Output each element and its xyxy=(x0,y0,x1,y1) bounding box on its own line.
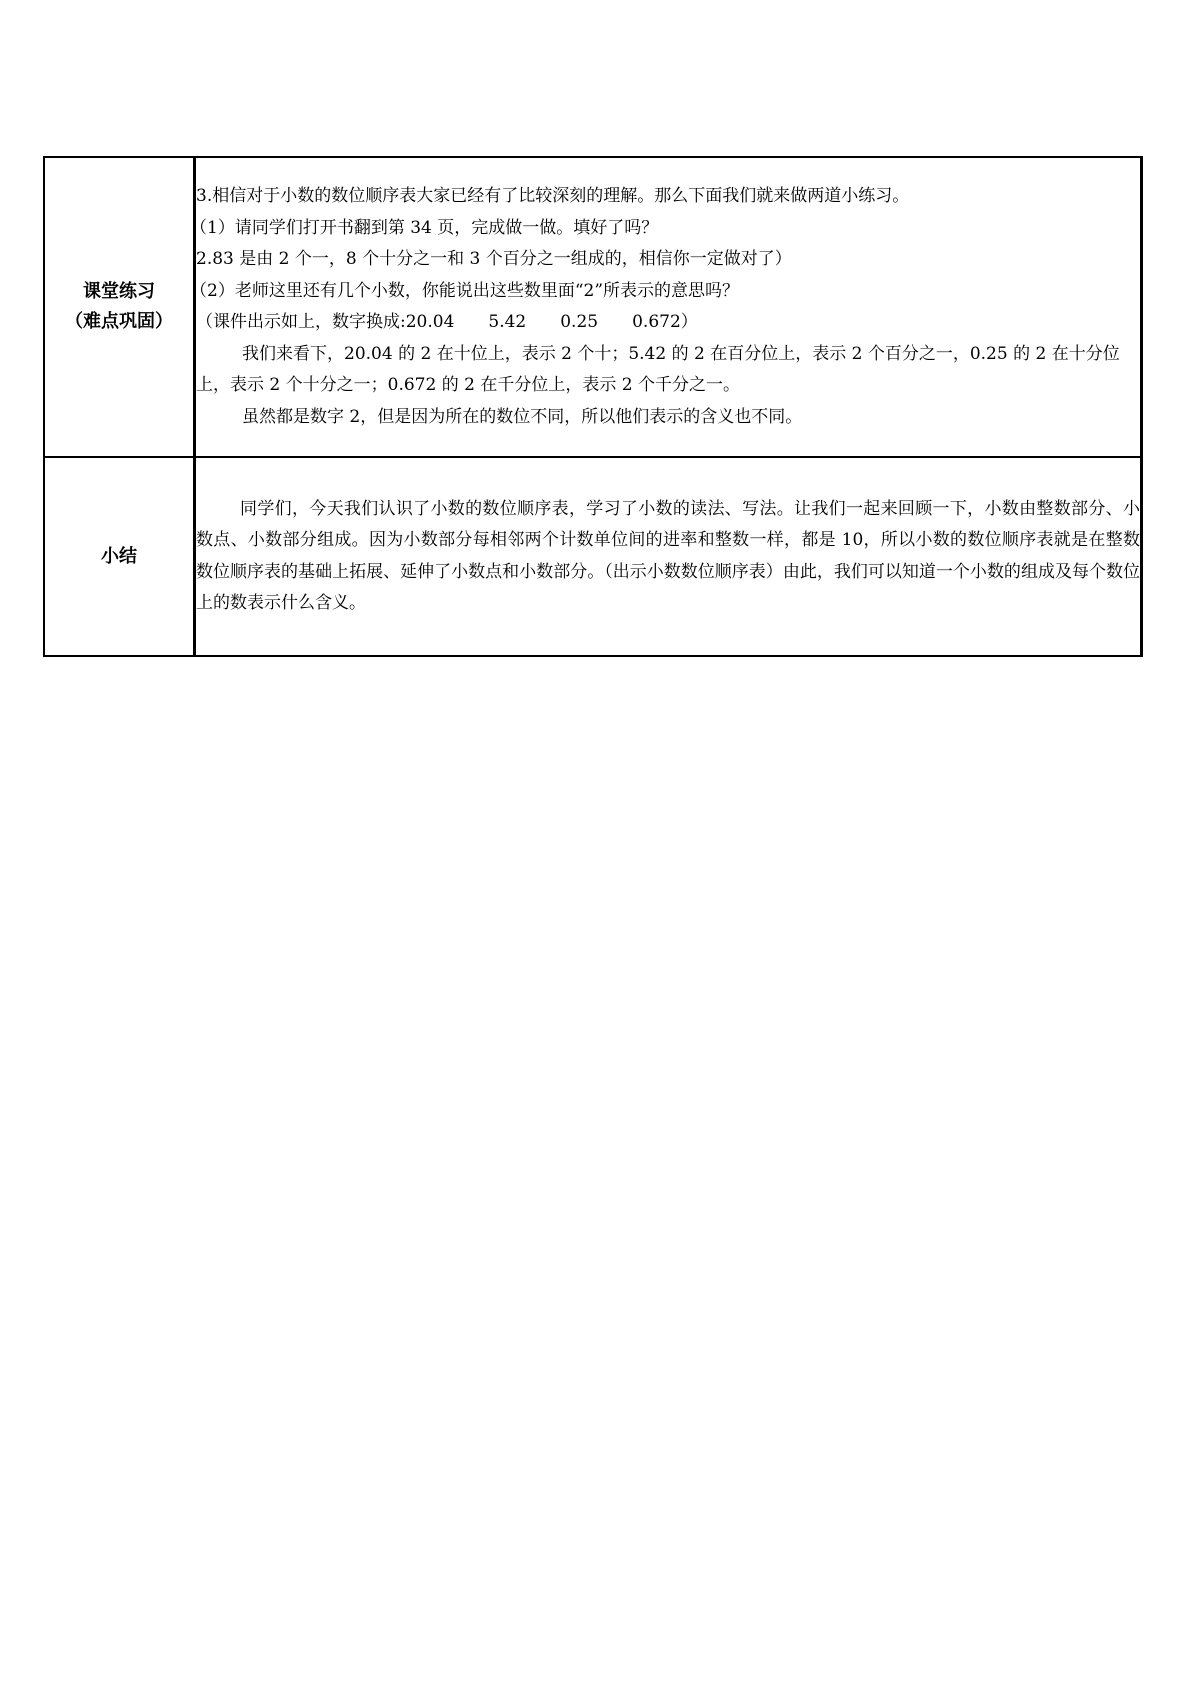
practice-item-2: （2）老师这里还有几个小数，你能说出这些数里面“2”所表示的意思吗？ xyxy=(190,280,740,301)
row-content-summary xyxy=(195,457,1142,656)
practice-item-2-numbers: （课件出示如上，数字换成:20.04 5.42 0.25 0.672） xyxy=(196,312,698,332)
table-row-summary xyxy=(44,457,1142,656)
row-label-line: 课堂练习 xyxy=(83,281,155,302)
practice-item-1-answer: 2.83 是由 2 个一，8 个十分之一和 3 个百分之一组成的，相信你一定做对了） xyxy=(196,249,792,269)
row-label-summary xyxy=(44,457,195,656)
practice-item-2-explanation: 我们来看下，20.04 的 2 在十位上，表示 2 个十；5.42 的 2 在百分位上，表示 2 个百分之一，0.25 的 2 在十分位上，表示 2 个十分之一；0.672 的 2 在千分位上，表示 2 个千分之一。 xyxy=(196,343,1120,395)
row-label-line: （难点巩固） xyxy=(65,311,173,332)
row-label-practice xyxy=(44,157,195,457)
summary-paragraph: 同学们，今天我们认识了小数的数位顺序表，学习了小数的读法、写法。让我们一起来回顾一下，小数由整数部分、小数点、小数部分组成。因为小数部分每相邻两个计数单位间的进率和整数一样，都是 10，所以小数的数位顺序表就是在整数数位顺序表的基础上拓展、延伸了小数点和小数部分。（出示小数数位顺序表）由此，我们可以知道一个小数的组成及每个数位上的数表示什么含义。 xyxy=(196,498,1140,613)
row-content-practice xyxy=(190,157,1142,457)
lesson-plan-table xyxy=(43,156,1143,657)
practice-conclusion: 虽然都是数字 2，但是因为所在的数位不同，所以他们表示的含义也不同。 xyxy=(242,406,803,427)
practice-item-1: （1）请同学们打开书翻到第 34 页，完成做一做。填好了吗？ xyxy=(190,217,659,238)
table-row-practice xyxy=(44,157,1142,457)
row-label-line: 小结 xyxy=(101,545,137,567)
practice-intro-paragraph: 3.相信对于小数的数位顺序表大家已经有了比较深刻的理解。那么下面我们就来做两道小练习。 xyxy=(196,186,910,206)
